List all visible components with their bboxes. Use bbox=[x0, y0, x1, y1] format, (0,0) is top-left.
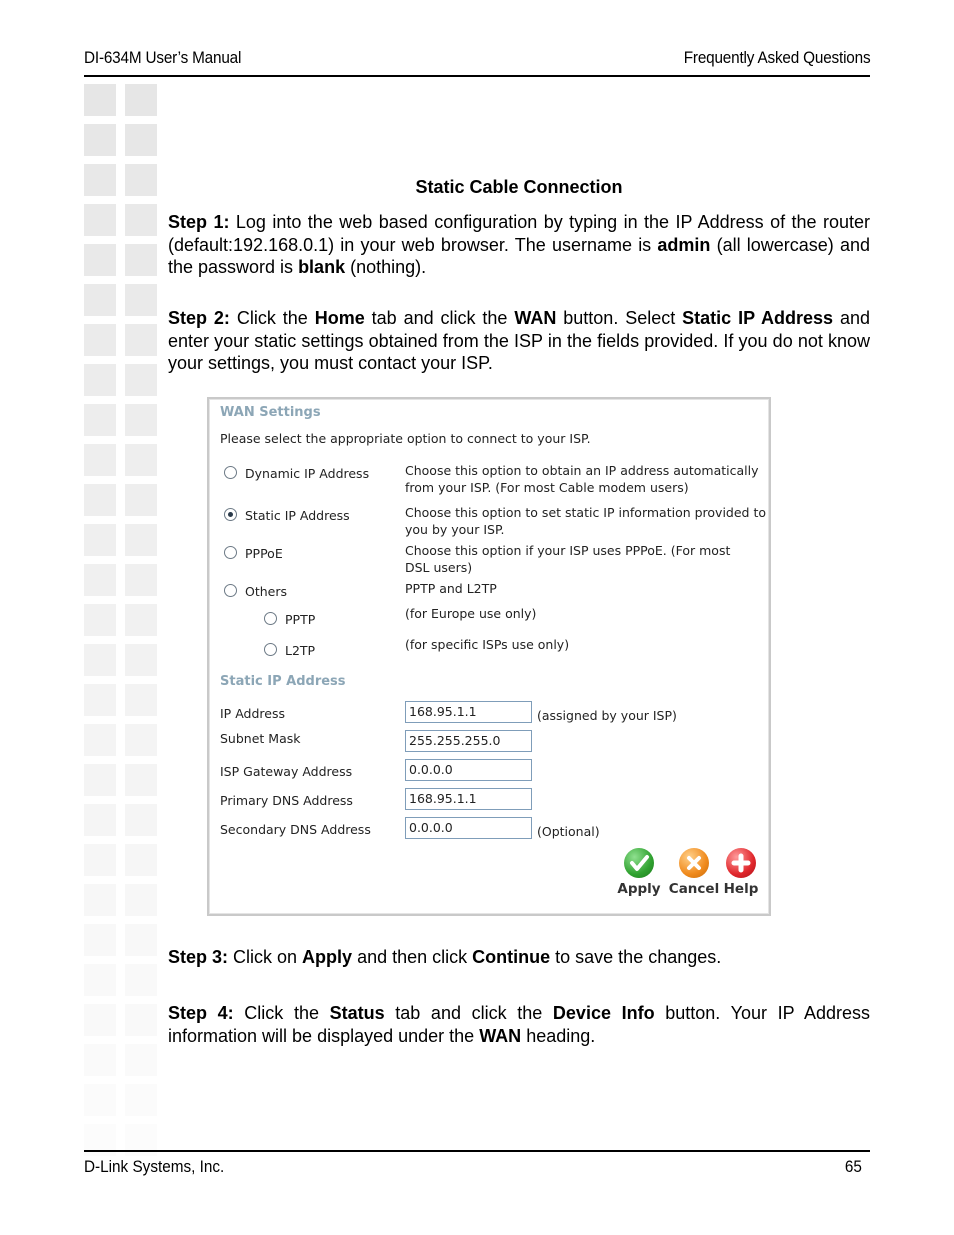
dynamic-ip-desc: Choose this option to obtain an IP address automatically bbox=[405, 463, 759, 478]
step-3-text: to save the changes. bbox=[550, 947, 722, 967]
decorative-tile bbox=[84, 884, 116, 916]
decorative-tile bbox=[84, 724, 116, 756]
decorative-tile-column bbox=[84, 84, 160, 1150]
page-number: 65 bbox=[844, 1157, 862, 1176]
step-2-text: Click the bbox=[229, 308, 315, 328]
static-ip-radio[interactable] bbox=[224, 508, 237, 521]
decorative-tile bbox=[84, 924, 116, 956]
decorative-tile bbox=[125, 964, 157, 996]
manual-title: DI-634M User’s Manual bbox=[84, 48, 242, 67]
decorative-tile bbox=[125, 284, 157, 316]
decorative-tile bbox=[125, 724, 157, 756]
secondary-dns-label: Secondary DNS Address bbox=[220, 822, 371, 837]
static-ip-desc: Choose this option to set static IP information provided to bbox=[405, 505, 767, 520]
step-4-text: Click the bbox=[233, 1003, 330, 1023]
help-label: Help bbox=[723, 881, 759, 897]
decorative-tile bbox=[84, 564, 116, 596]
apply-label: Apply bbox=[617, 881, 661, 897]
continue-ref: Continue bbox=[472, 947, 551, 967]
step-3-text: and then click bbox=[352, 947, 473, 967]
pppoe-label: PPPoE bbox=[245, 546, 283, 561]
section-title: Static Cable Connection bbox=[415, 177, 623, 197]
primary-dns-label: Primary DNS Address bbox=[220, 793, 353, 808]
help-plus-icon bbox=[726, 848, 756, 878]
username-value: admin bbox=[657, 234, 711, 255]
company-name: D-Link Systems, Inc. bbox=[84, 1157, 225, 1176]
decorative-tile bbox=[125, 524, 157, 556]
decorative-tile bbox=[125, 564, 157, 596]
header-divider bbox=[84, 75, 870, 77]
static-ip-ref: Static IP Address bbox=[682, 308, 834, 328]
decorative-tile bbox=[84, 524, 116, 556]
decorative-tile bbox=[84, 964, 116, 996]
gateway-label: ISP Gateway Address bbox=[220, 764, 353, 779]
decorative-tile bbox=[125, 844, 157, 876]
decorative-tile bbox=[84, 244, 116, 276]
step-2-text: and enter your static settings obtained from the ISP in the fields provided. If you do not know your settings, you must contact your ISP. bbox=[168, 308, 871, 373]
chapter-title: Frequently Asked Questions bbox=[683, 48, 870, 67]
l2tp-desc: (for specific ISPs use only) bbox=[405, 637, 570, 652]
checkmark-icon bbox=[624, 848, 654, 878]
step-1-text: (nothing). bbox=[345, 257, 427, 277]
decorative-tile bbox=[84, 644, 116, 676]
secondary-dns-note: (Optional) bbox=[537, 824, 600, 839]
decorative-tile bbox=[125, 684, 157, 716]
step-2-text: tab and click the bbox=[364, 308, 515, 328]
decorative-tile bbox=[84, 1004, 116, 1036]
decorative-tile bbox=[125, 364, 157, 396]
gateway-input[interactable]: 0.0.0.0 bbox=[405, 759, 532, 781]
ip-address-label: IP Address bbox=[220, 706, 285, 721]
subnet-mask-input[interactable]: 255.255.255.0 bbox=[405, 730, 532, 752]
pppoe-radio[interactable] bbox=[224, 546, 237, 559]
decorative-tile bbox=[84, 604, 116, 636]
subnet-mask-label: Subnet Mask bbox=[220, 731, 301, 746]
decorative-tile bbox=[125, 924, 157, 956]
decorative-tile bbox=[84, 764, 116, 796]
decorative-tile bbox=[125, 404, 157, 436]
decorative-tile bbox=[125, 764, 157, 796]
dynamic-ip-radio[interactable] bbox=[224, 466, 237, 479]
apply-ref: Apply bbox=[302, 947, 353, 967]
ip-address-note: (assigned by your ISP) bbox=[537, 708, 677, 723]
step-4-text: button. Your IP Address information will be displayed under the bbox=[168, 1003, 870, 1046]
decorative-tile bbox=[84, 364, 116, 396]
decorative-tile bbox=[125, 244, 157, 276]
decorative-tile bbox=[84, 404, 116, 436]
others-desc: PPTP and L2TP bbox=[405, 581, 497, 596]
static-ip-desc: you by your ISP. bbox=[405, 522, 505, 537]
step-2-label: Step 2: bbox=[168, 308, 230, 328]
decorative-tile bbox=[125, 124, 157, 156]
static-ip-label: Static IP Address bbox=[245, 508, 350, 523]
step-1-text: Log into the web based configuration by typing in the IP Address of the router (default:192.168.0.1) in your web browser. The username is bbox=[168, 212, 871, 255]
decorative-tile bbox=[84, 684, 116, 716]
step-4-label: Step 4: bbox=[168, 1003, 234, 1023]
others-label: Others bbox=[245, 584, 288, 599]
decorative-tile bbox=[84, 804, 116, 836]
cancel-label: Cancel bbox=[668, 881, 720, 897]
pptp-desc: (for Europe use only) bbox=[405, 606, 537, 621]
decorative-tile bbox=[84, 444, 116, 476]
step-1-paragraph bbox=[168, 211, 870, 279]
decorative-tile bbox=[125, 444, 157, 476]
step-3-paragraph bbox=[168, 946, 870, 969]
step-2-text: button. Select bbox=[556, 308, 683, 328]
help-button[interactable] bbox=[721, 848, 761, 897]
decorative-tile bbox=[125, 1044, 157, 1076]
decorative-tile bbox=[84, 844, 116, 876]
device-info-ref: Device Info bbox=[552, 1003, 655, 1023]
status-tab-ref: Status bbox=[329, 1003, 385, 1023]
others-radio[interactable] bbox=[224, 584, 237, 597]
wan-settings-title: WAN Settings bbox=[220, 405, 321, 420]
l2tp-label: L2TP bbox=[285, 643, 316, 658]
decorative-tile bbox=[84, 204, 116, 236]
decorative-tile bbox=[125, 1084, 157, 1116]
decorative-tile bbox=[125, 84, 157, 116]
wan-settings-panel bbox=[207, 397, 771, 916]
dynamic-ip-desc: from your ISP. (For most Cable modem users) bbox=[405, 480, 689, 495]
step-1-text: (all lowercase) and the password is bbox=[168, 234, 870, 277]
pppoe-desc: DSL users) bbox=[405, 560, 473, 575]
wan-heading-ref: WAN bbox=[479, 1025, 522, 1046]
decorative-tile bbox=[125, 324, 157, 356]
l2tp-radio[interactable] bbox=[264, 643, 277, 656]
step-1-label: Step 1: bbox=[168, 212, 230, 232]
decorative-tile bbox=[84, 1084, 116, 1116]
apply-button[interactable] bbox=[614, 848, 664, 897]
wan-intro-text: Please select the appropriate option to connect to your ISP. bbox=[220, 431, 591, 446]
decorative-tile bbox=[84, 324, 116, 356]
decorative-tile bbox=[125, 804, 157, 836]
step-2-paragraph bbox=[168, 307, 870, 375]
static-ip-section-title: Static IP Address bbox=[220, 674, 346, 689]
decorative-tile bbox=[84, 284, 116, 316]
decorative-tile bbox=[84, 484, 116, 516]
footer-divider bbox=[84, 1150, 870, 1152]
pptp-label: PPTP bbox=[285, 612, 316, 627]
step-3-label: Step 3: bbox=[168, 947, 229, 967]
password-value: blank bbox=[298, 257, 346, 277]
decorative-tile bbox=[125, 204, 157, 236]
decorative-tile bbox=[125, 1004, 157, 1036]
primary-dns-input[interactable]: 168.95.1.1 bbox=[405, 788, 532, 810]
decorative-tile bbox=[125, 644, 157, 676]
step-4-text: heading. bbox=[521, 1025, 596, 1046]
cancel-x-icon bbox=[679, 848, 709, 878]
dynamic-ip-label: Dynamic IP Address bbox=[245, 466, 370, 481]
decorative-tile bbox=[125, 604, 157, 636]
pppoe-desc: Choose this option if your ISP uses PPPoE. (For most bbox=[405, 543, 731, 558]
decorative-tile bbox=[84, 1044, 116, 1076]
step-4-text: tab and click the bbox=[384, 1003, 553, 1023]
step-3-text: Click on bbox=[228, 947, 303, 967]
decorative-tile bbox=[84, 164, 116, 196]
decorative-tile bbox=[125, 164, 157, 196]
home-tab-ref: Home bbox=[314, 308, 365, 328]
step-4-paragraph bbox=[168, 1002, 870, 1047]
secondary-dns-input[interactable]: 0.0.0.0 bbox=[405, 817, 532, 839]
decorative-tile bbox=[84, 124, 116, 156]
decorative-tile bbox=[125, 484, 157, 516]
ip-address-input[interactable]: 168.95.1.1 bbox=[405, 701, 532, 723]
wan-button-ref: WAN bbox=[514, 308, 557, 328]
decorative-tile bbox=[84, 84, 116, 116]
pptp-radio[interactable] bbox=[264, 612, 277, 625]
cancel-button[interactable] bbox=[668, 848, 720, 897]
decorative-tile bbox=[125, 884, 157, 916]
